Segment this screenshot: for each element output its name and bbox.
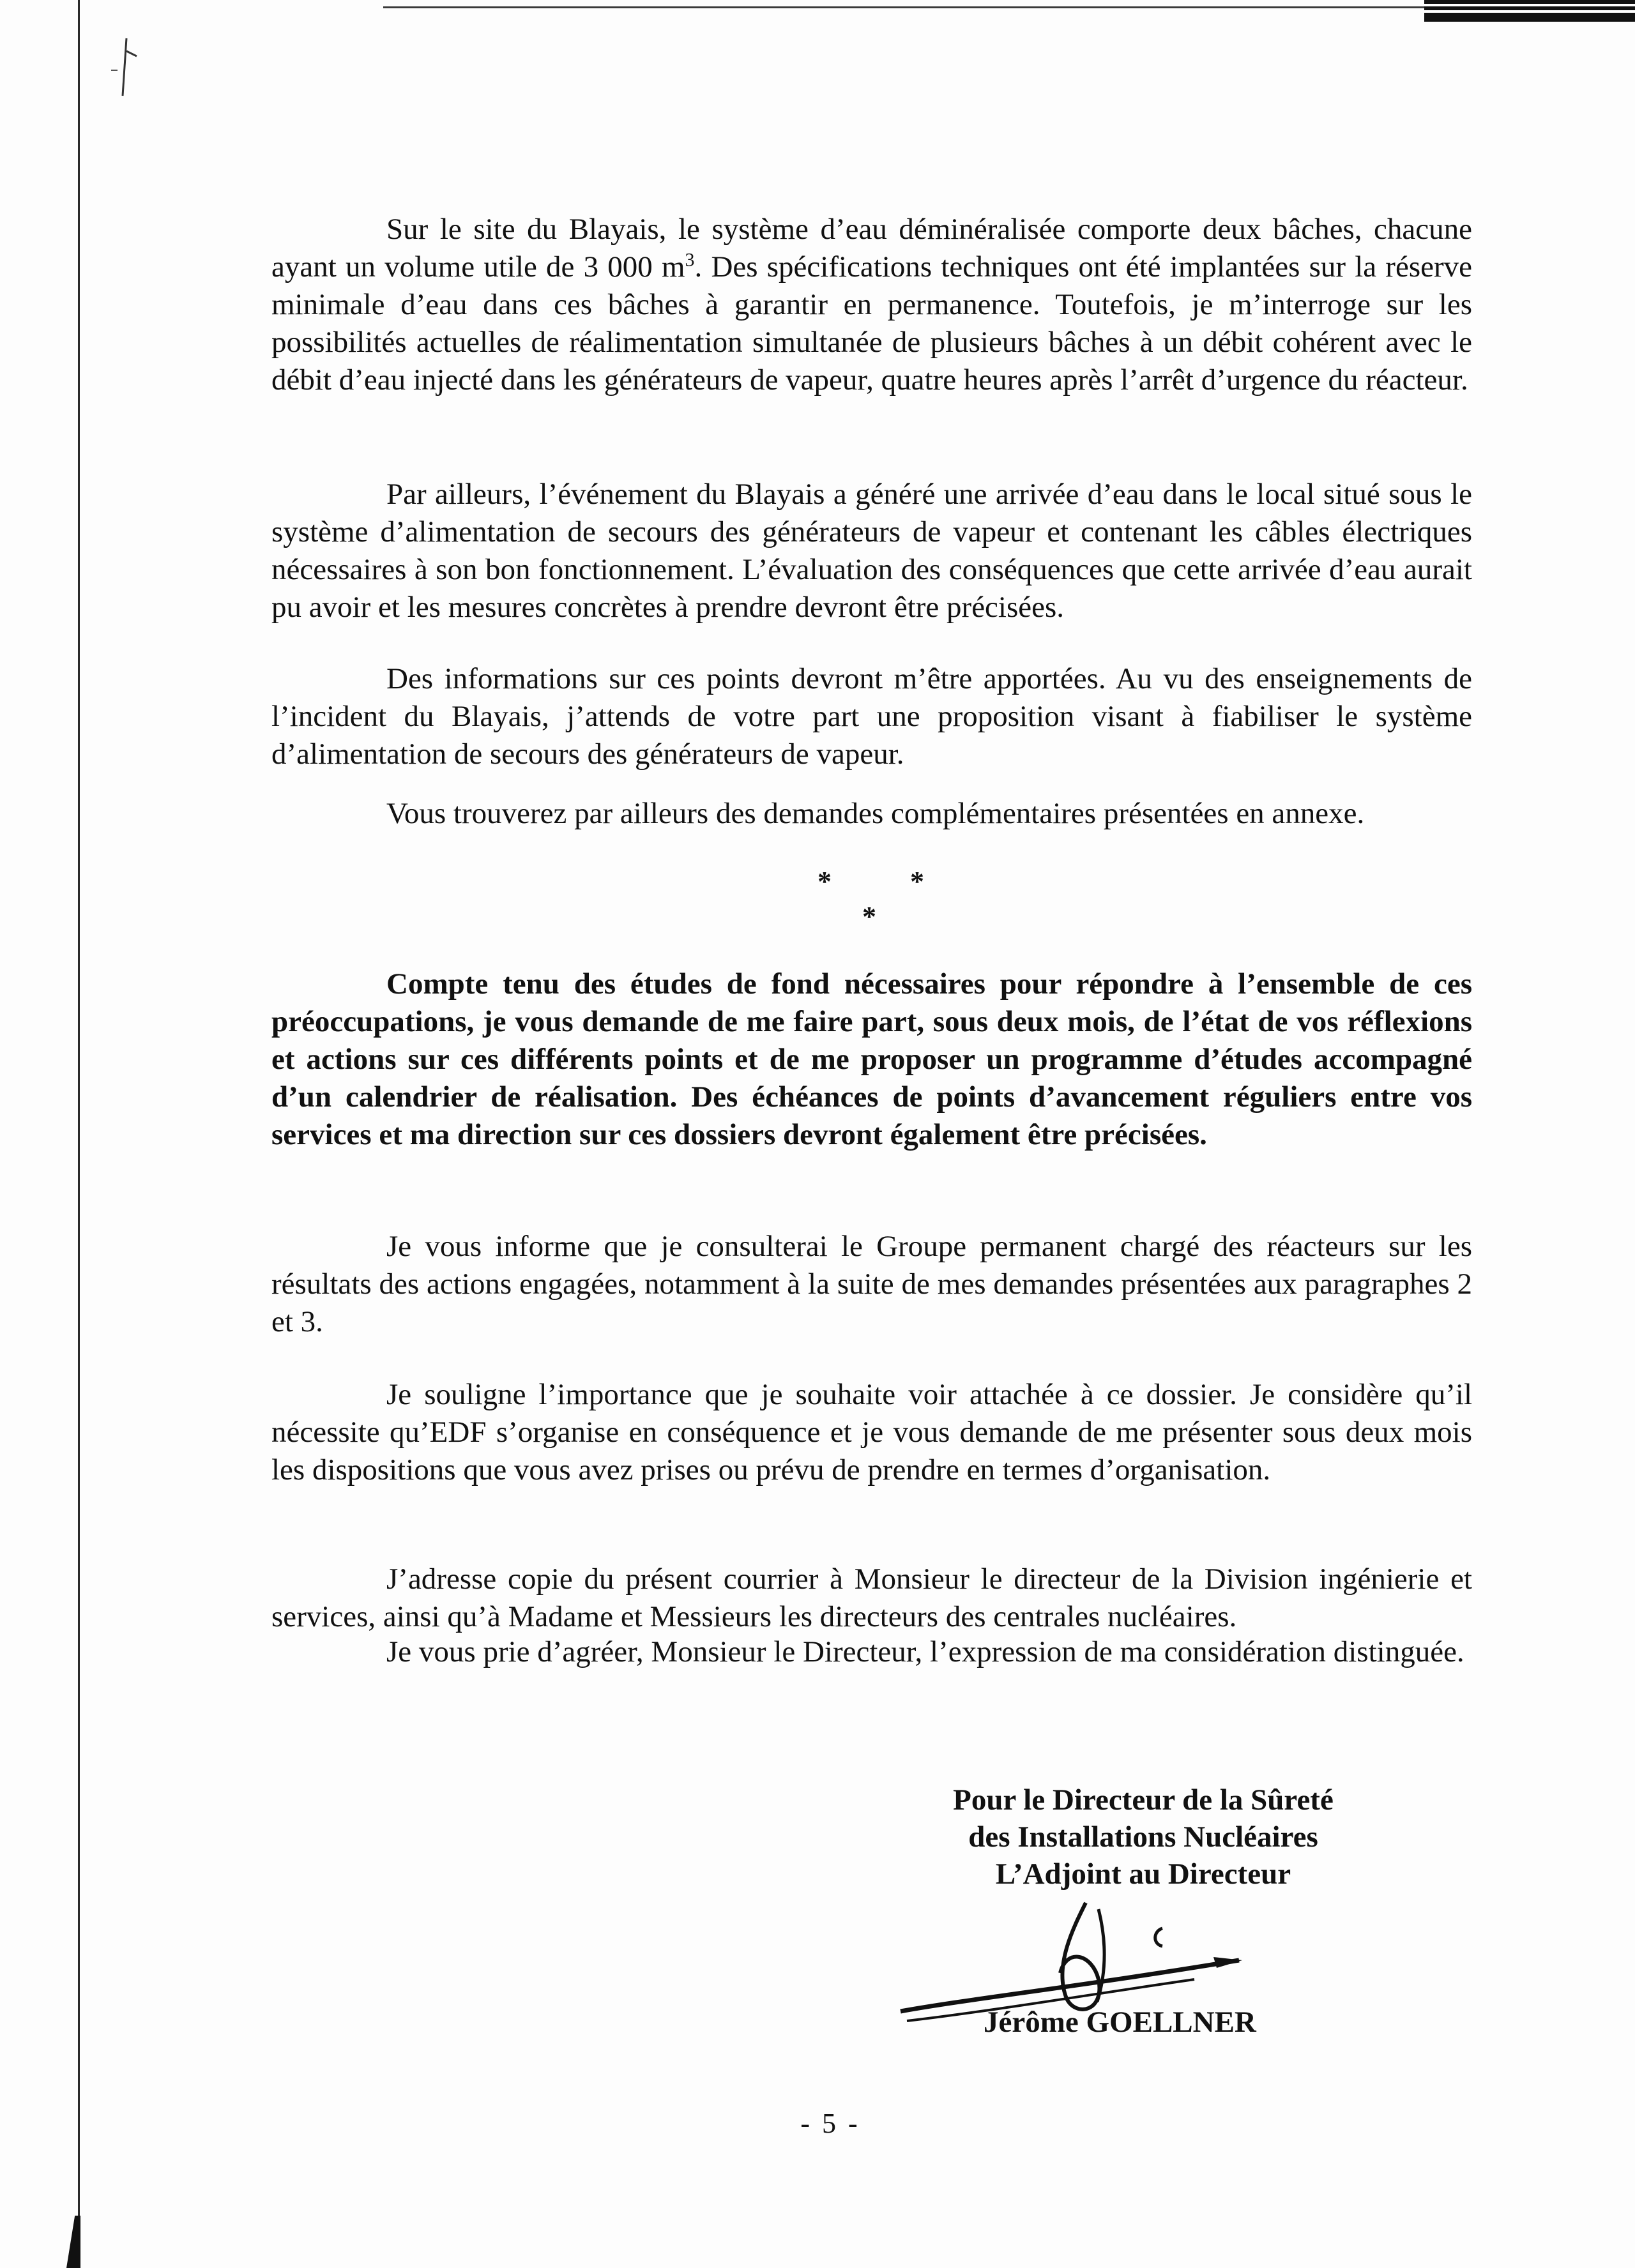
scan-left-edge-mark (66, 2216, 80, 2268)
paragraph-text: Je souligne l’importance que je souhaite voir attachée à ce dossier. Je considère qu’il nécessite qu’EDF s’organise en conséquence et je vous demande de me présenter sous deux mois les dispositions que vous avez prises ou prévu de prendre en termes d’organisation. (271, 1378, 1472, 1486)
signature-title-line: L’Adjoint au Directeur (995, 1857, 1291, 1891)
paragraph-importance (271, 1376, 1472, 1489)
page-number: - 5 - (800, 2108, 860, 2139)
paragraph-information-request (271, 660, 1472, 773)
separator-star: * (862, 901, 876, 932)
paragraph-text: Compte tenu des études de fond nécessaires pour répondre à l’ensemble de ces préoccupations, je vous demande de me faire part, sous deux mois, de l’état de vos réflexions et actions sur ces différents points et de me proposer un programme d’études accompagné d’un calendrier de réalisation. Des échéances de points d’avancement réguliers entre vos services et ma direction sur ces dossiers devront également être précisées. (271, 967, 1472, 1151)
scan-top-corner-bars (1424, 0, 1635, 22)
signature-title-line: des Installations Nucléaires (968, 1820, 1318, 1854)
scan-left-edge-line (78, 0, 80, 2268)
paragraph-text-part: . Des spécifications techniques ont été implantées sur la réserve minimale d’eau dans ces bâches à garantir en permanence. Toutefois, je m’interroge sur les possibilités actuelles de réalimentation simultanée de plusieurs bâches à un débit cohérent avec le débit d’eau injecté dans les générateurs de vapeur, quatre heures après l’arrêt d’urgence du réacteur. (271, 250, 1472, 397)
paragraph-text: Je vous informe que je consulterai le Groupe permanent chargé des réacteurs sur les résultats des actions engagées, notamment à la suite de mes demandes présentées aux paragraphes 2 et 3. (271, 1230, 1472, 1338)
section-separator (754, 865, 945, 935)
paragraph-text: Vous trouverez par ailleurs des demandes complémentaires présentées en annexe. (386, 797, 1365, 830)
paragraph-text: Par ailleurs, l’événement du Blayais a généré une arrivée d’eau dans le local situé sous le système d’alimentation de secours des générateurs de vapeur et contenant les câbles électriques nécessaires à son bon fonctionnement. L’évaluation des conséquences que cette arrivée d’eau aurait pu avoir et les mesures concrètes à prendre devront être précisées. (271, 478, 1472, 624)
paragraph-text (271, 211, 1472, 399)
paragraph-bold-request (271, 965, 1472, 1154)
separator-star: * (818, 866, 832, 897)
paragraph-permanent-group (271, 1228, 1472, 1341)
signatory-name: Jérôme GOELLNER (984, 2006, 1256, 2039)
paragraph-text: Je vous prie d’agréer, Monsieur le Directeur, l’expression de ma considération distinguée. (386, 1635, 1464, 1668)
paragraph-copy-notice (271, 1561, 1472, 1636)
paragraph-annex-note (271, 795, 1472, 833)
paragraph-text-part: Sur le site du Blayais, le système d’eau déminéralisée comporte deux bâches, chacune ayant un volume utile de 3 000 m (271, 213, 1472, 284)
signature-title-block (881, 1781, 1405, 1893)
paragraph-demineralized-water (271, 211, 1472, 399)
superscript-exponent: 3 (685, 249, 695, 271)
paragraph-closing (271, 1633, 1472, 1671)
separator-star: * (910, 866, 924, 897)
paragraph-text: Des informations sur ces points devront m’être apportées. Au vu des enseignements de l’incident du Blayais, j’attends de votre part une proposition visant à fiabiliser le système d’alimentation de secours des générateurs de vapeur. (271, 662, 1472, 771)
paragraph-text: J’adresse copie du présent courrier à Monsieur le directeur de la Division ingénierie et services, ainsi qu’à Madame et Messieurs les directeurs des centrales nucléaires. (271, 1562, 1472, 1633)
scan-corner-mark-icon (109, 32, 147, 102)
paragraph-water-ingress (271, 476, 1472, 626)
signature-title-line: Pour le Directeur de la Sûreté (953, 1783, 1334, 1817)
